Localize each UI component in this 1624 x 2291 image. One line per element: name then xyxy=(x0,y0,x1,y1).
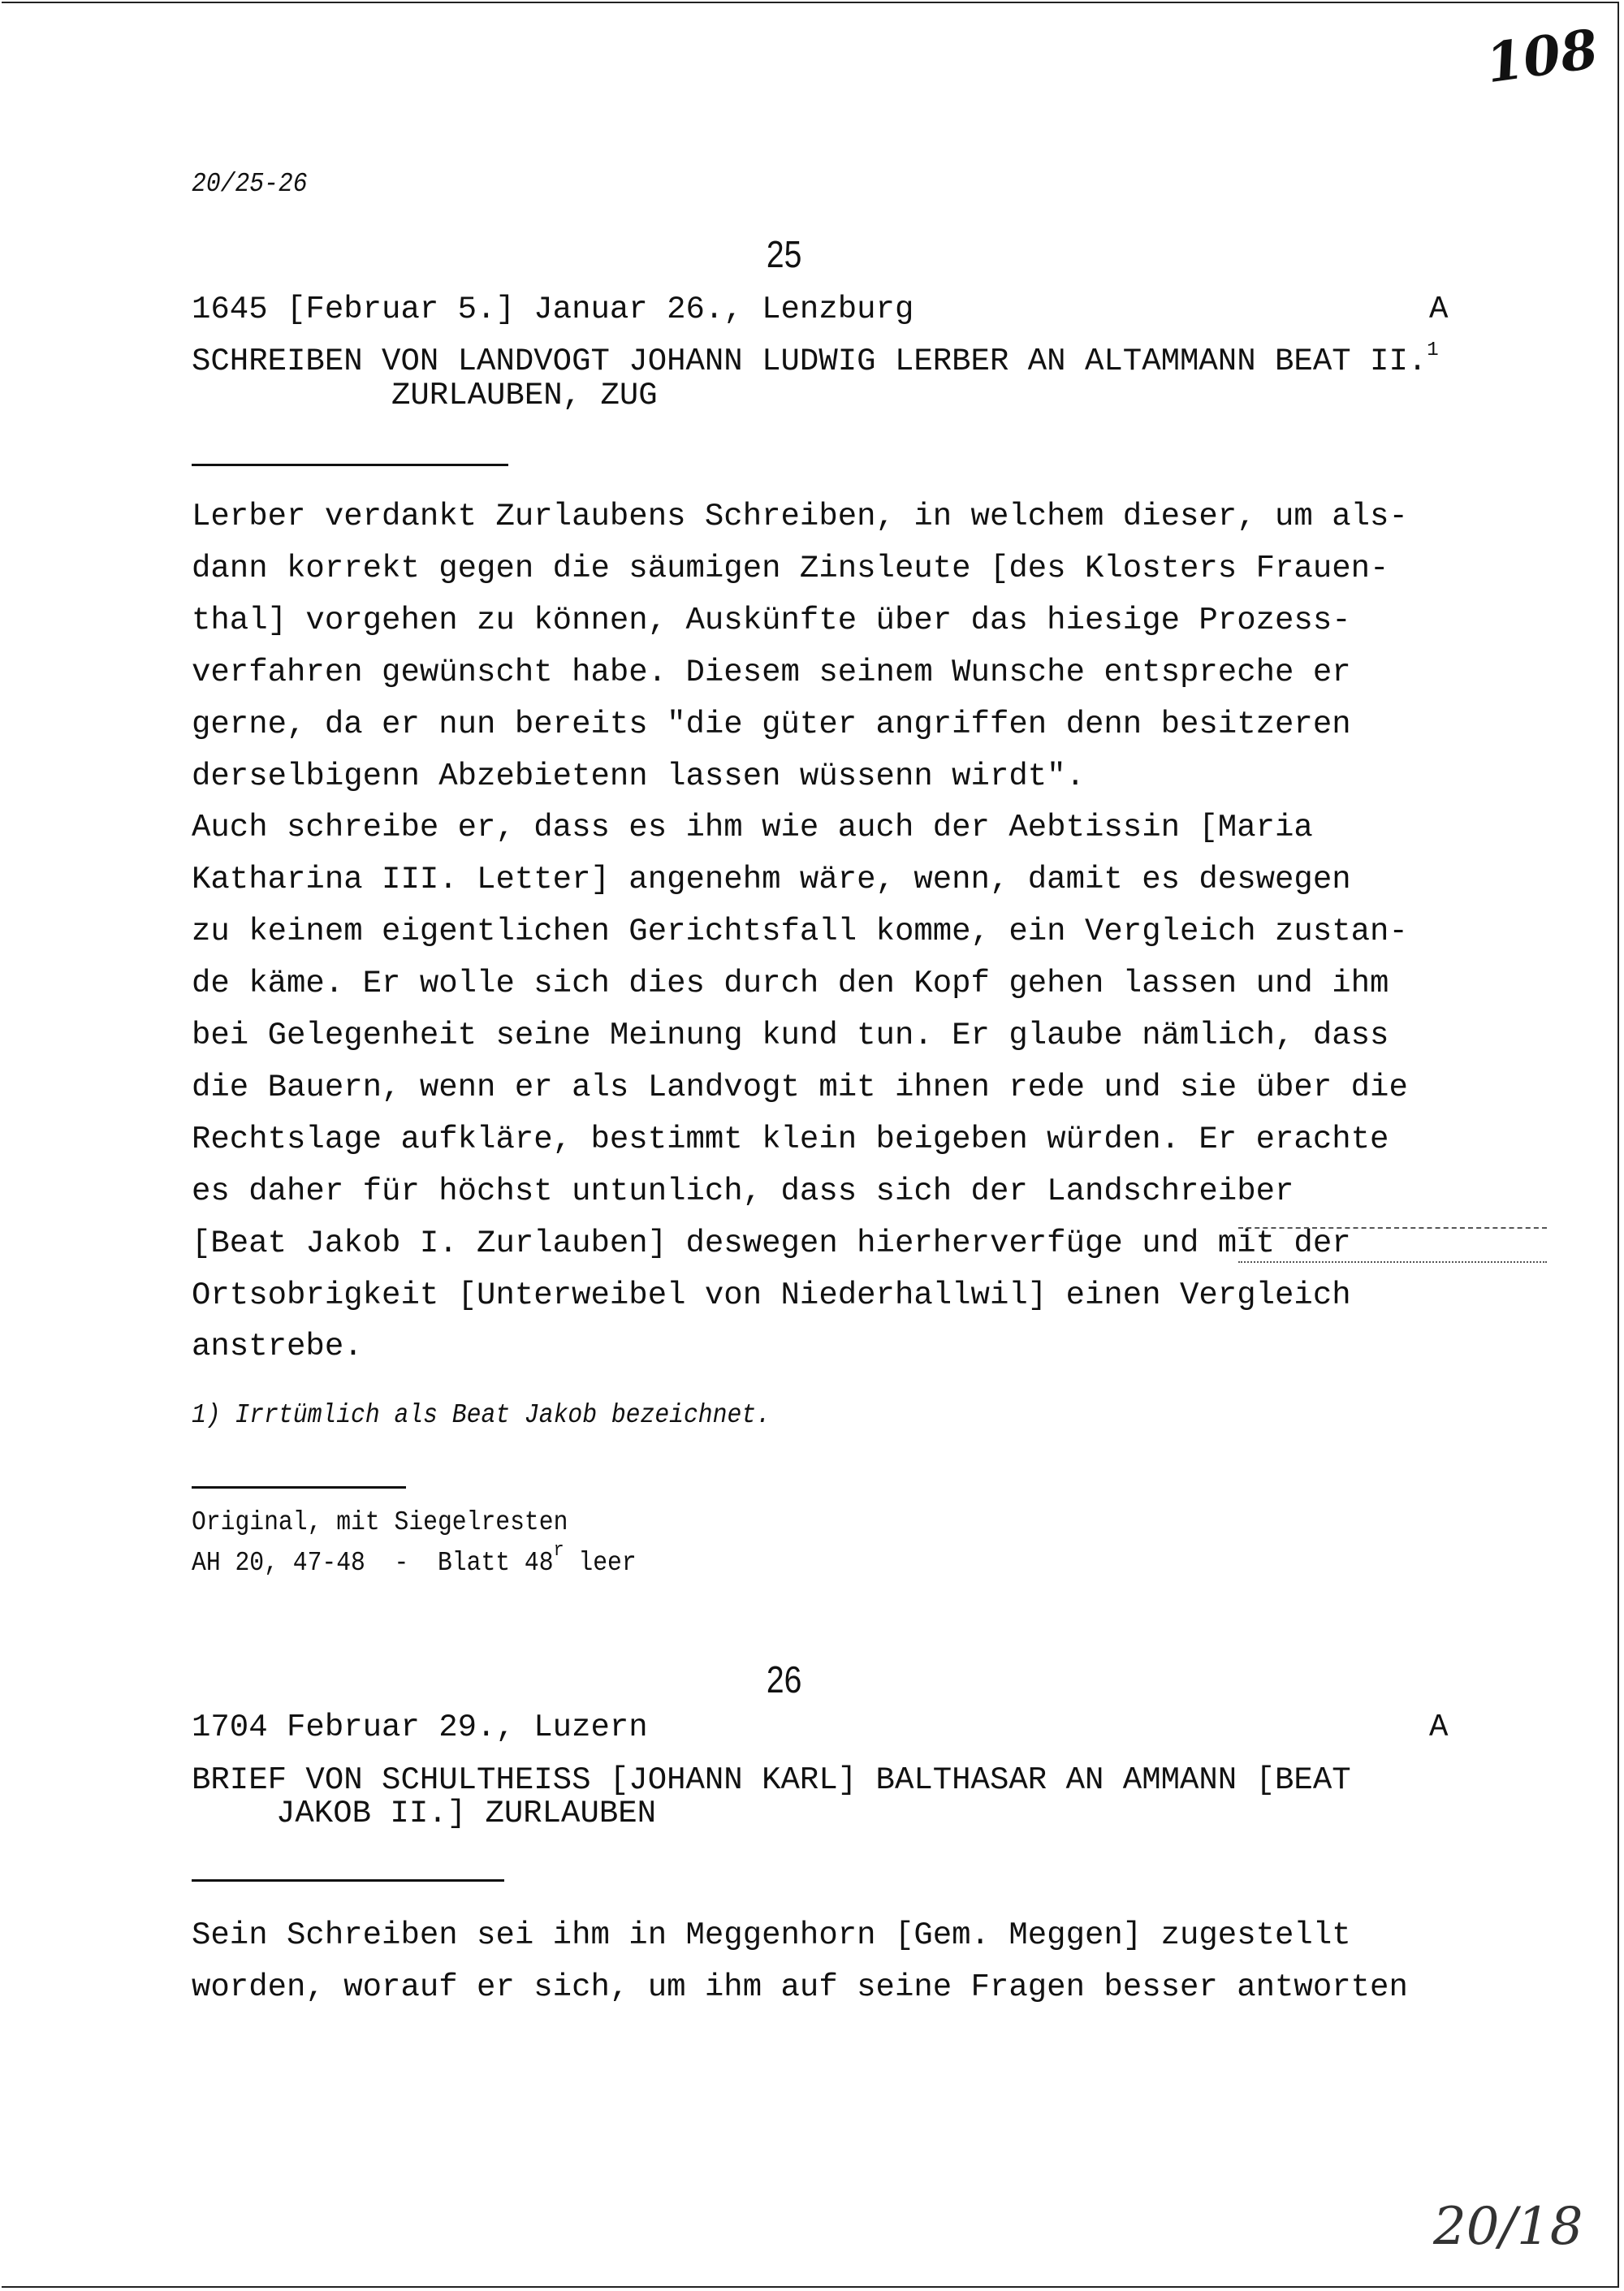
footnote: 1) Irrtümlich als Beat Jakob bezeichnet. xyxy=(192,1400,771,1430)
recto-mark: r xyxy=(553,1540,564,1562)
doc26-title-line2: JAKOB II.] ZURLAUBEN xyxy=(276,1796,657,1831)
doc26-marker: A xyxy=(1429,1710,1449,1745)
body-line: Sein Schreiben sei ihm in Meggenhorn [Gem. Meggen] zugestellt xyxy=(192,1917,1351,1953)
scan-artifact xyxy=(1238,1261,1547,1263)
doc26-title-line1: BRIEF VON SCHULTHEISS [JOHANN KARL] BALTHASAR AN AMMANN [BEAT xyxy=(192,1762,1351,1798)
body-line: bei Gelegenheit seine Meinung kund tun. Er glaube nämlich, dass xyxy=(192,1018,1389,1053)
doc26-number: 26 xyxy=(766,1658,802,1701)
reference-number: 20/25-26 xyxy=(192,169,308,199)
separator-rule xyxy=(192,1879,504,1882)
footnote-ref: 1 xyxy=(1427,339,1439,361)
scan-artifact xyxy=(1238,1227,1547,1229)
handwritten-folio-number: 108 xyxy=(1482,16,1602,96)
body-line: verfahren gewünscht habe. Diesem seinem Wunsche entspreche er xyxy=(192,654,1351,690)
doc25-number: 25 xyxy=(766,233,802,275)
body-line: de käme. Er wolle sich dies durch den Kopf gehen lassen und ihm xyxy=(192,966,1389,1002)
body-line: zu keinem eigentlichen Gerichtsfall komme, ein Vergleich zustan- xyxy=(192,914,1408,950)
body-line: es daher für höchst untunlich, dass sich der Landschreiber xyxy=(192,1173,1294,1209)
doc25-marker: A xyxy=(1429,292,1449,327)
handwritten-bottom-number: 20/18 xyxy=(1433,2197,1583,2257)
separator-rule xyxy=(192,464,508,466)
source-text: AH 20, 47-48 - Blatt 48 xyxy=(192,1548,554,1578)
source-line1: Original, mit Siegelresten xyxy=(192,1507,568,1537)
doc25-title-line1 xyxy=(192,341,1439,378)
body-line: gerne, da er nun bereits "die güter angriffen denn besitzeren xyxy=(192,706,1351,742)
body-line: derselbigenn Abzebietenn lassen wüssenn wirdt". xyxy=(192,758,1085,794)
doc25-date-place: 1645 [Februar 5.] Januar 26., Lenzburg xyxy=(192,292,914,327)
body-line: die Bauern, wenn er als Landvogt mit ihnen rede und sie über die xyxy=(192,1069,1408,1105)
doc26-date-place: 1704 Februar 29., Luzern xyxy=(192,1710,648,1745)
body-line: dann korrekt gegen die säumigen Zinsleute [des Klosters Frauen- xyxy=(192,550,1389,586)
body-line: Auch schreibe er, dass es ihm wie auch der Aebtissin [Maria xyxy=(192,810,1313,846)
body-line: anstrebe. xyxy=(192,1329,363,1365)
source-text: leer xyxy=(564,1548,637,1578)
source-line2 xyxy=(192,1541,637,1576)
body-line: Ortsobrigkeit [Unterweibel von Niederhallwil] einen Vergleich xyxy=(192,1277,1351,1313)
body-line: thal] vorgehen zu können, Auskünfte über das hiesige Prozess- xyxy=(192,602,1351,638)
body-line: worden, worauf er sich, um ihm auf seine Fragen besser antworten xyxy=(192,1969,1408,2005)
body-line: [Beat Jakob I. Zurlauben] deswegen hierherverfüge und mit der xyxy=(192,1225,1351,1261)
body-line: Rechtslage aufkläre, bestimmt klein beigeben würden. Er erachte xyxy=(192,1121,1389,1157)
title-text: SCHREIBEN VON LANDVOGT JOHANN LUDWIG LERBER AN ALTAMMANN BEAT II. xyxy=(192,344,1427,379)
body-line: Katharina III. Letter] angenehm wäre, wenn, damit es deswegen xyxy=(192,862,1351,898)
body-line: Lerber verdankt Zurlaubens Schreiben, in welchem dieser, um als- xyxy=(192,499,1408,534)
separator-rule xyxy=(192,1486,406,1489)
doc25-title-line2: ZURLAUBEN, ZUG xyxy=(391,378,658,413)
